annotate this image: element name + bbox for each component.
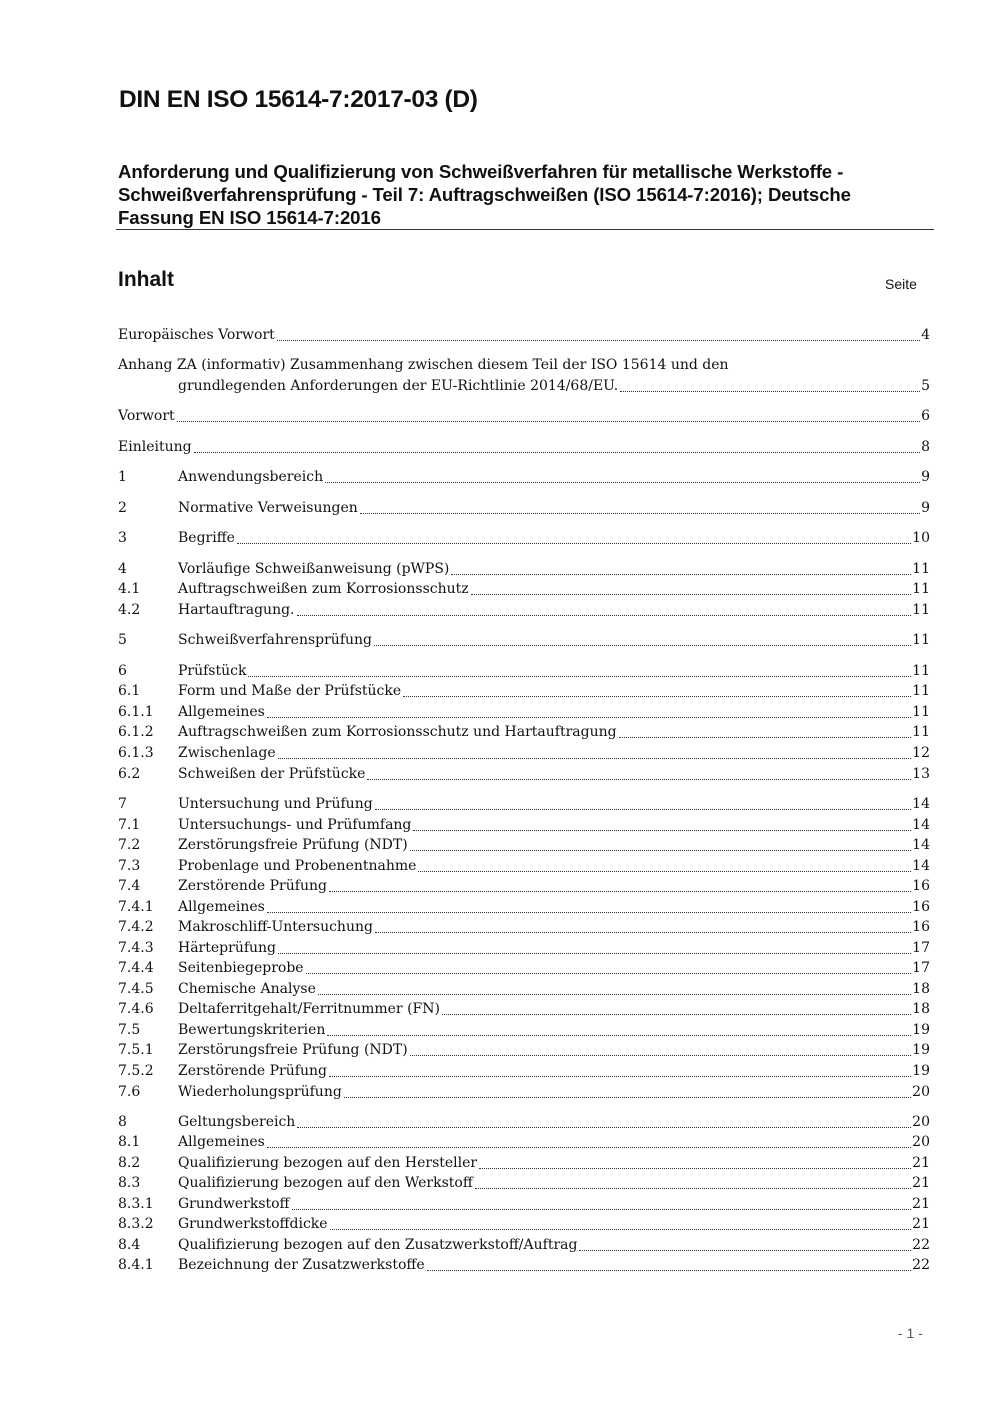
toc-entry[interactable]	[118, 1173, 930, 1194]
toc-entry-page: 14	[912, 817, 930, 833]
toc-entry-title: Europäisches Vorwort	[118, 327, 275, 343]
toc-entry-title: Zerstörungsfreie Prüfung (NDT)	[178, 1042, 408, 1058]
toc-entry-page: 18	[912, 1001, 930, 1017]
toc-dot-leader	[619, 737, 912, 738]
toc-dot-leader	[292, 1209, 912, 1210]
toc-dot-leader	[278, 953, 911, 954]
toc-entry-page: 14	[912, 858, 930, 874]
toc-entry[interactable]	[118, 764, 930, 785]
toc-entry-page: 9	[921, 500, 930, 516]
toc-dot-leader	[451, 574, 911, 575]
subtitle-line: Anforderung und Qualifizierung von Schweißverfahren für metallische Werkstoffe -	[118, 161, 844, 182]
toc-entry-number: 1	[118, 469, 127, 485]
toc-entry-number: 6.1.1	[118, 704, 154, 720]
toc-entry-title: Geltungsbereich	[178, 1114, 296, 1130]
toc-entry-number: 8.3.2	[118, 1216, 154, 1232]
toc-entry-title: Bezeichnung der Zusatzwerkstoffe	[178, 1257, 425, 1273]
toc-entry-title: Allgemeines	[178, 899, 265, 915]
toc-entry[interactable]	[118, 1194, 930, 1215]
toc-entry-number: 6.1.2	[118, 724, 154, 740]
toc-dot-leader	[297, 615, 912, 616]
toc-entry-page: 19	[912, 1022, 930, 1038]
toc-entry-page: 16	[912, 878, 930, 894]
toc-entry[interactable]	[118, 600, 930, 621]
toc-dot-leader	[620, 391, 920, 392]
toc-dot-leader	[297, 1127, 911, 1128]
toc-entry-number: 8.1	[118, 1134, 141, 1150]
toc-dot-leader	[442, 1014, 911, 1015]
toc-dot-leader	[330, 1229, 912, 1230]
toc-dot-leader	[267, 1147, 911, 1148]
toc-entry[interactable]	[118, 528, 930, 549]
toc-entry-title: Qualifizierung bezogen auf den Werkstoff	[178, 1175, 473, 1191]
toc-entry-page: 16	[912, 899, 930, 915]
toc-entry-title: Auftragschweißen zum Korrosionsschutz und Hartauftragung	[178, 724, 617, 740]
toc-entry-title: Prüfstück	[178, 663, 247, 679]
toc-entry[interactable]	[118, 856, 930, 877]
toc-entry-page: 14	[912, 837, 930, 853]
toc-entry-number: 7.1	[118, 817, 141, 833]
toc-entry[interactable]	[118, 498, 930, 519]
toc-dot-leader	[306, 973, 912, 974]
toc-dot-leader	[374, 645, 911, 646]
toc-entry-page: 21	[912, 1216, 930, 1232]
toc-entry-title: Qualifizierung bezogen auf den Zusatzwerkstoff/Auftrag	[178, 1237, 578, 1253]
toc-entry[interactable]	[118, 1153, 930, 1174]
toc-dot-leader	[327, 1035, 911, 1036]
toc-entry-number: 7.6	[118, 1084, 141, 1100]
toc-entry-number: 7.4.1	[118, 899, 154, 915]
toc-entry[interactable]	[118, 1082, 930, 1103]
toc-dot-leader	[367, 779, 911, 780]
toc-entry-title: Hartauftragung.	[178, 602, 295, 618]
toc-entry-page: 20	[912, 1134, 930, 1150]
toc-entry-page: 11	[912, 561, 930, 577]
toc-entry-number: 7	[118, 796, 127, 812]
toc-entry[interactable]	[118, 979, 930, 1000]
toc-dot-leader	[479, 1168, 911, 1169]
toc-entry-number: 7.2	[118, 837, 141, 853]
toc-entry-number: 7.5	[118, 1022, 141, 1038]
toc-entry-number: 6.2	[118, 766, 141, 782]
toc-entry-title: Untersuchung und Prüfung	[178, 796, 373, 812]
toc-dot-leader	[375, 932, 911, 933]
toc-entry-title: Untersuchungs- und Prüfumfang	[178, 817, 412, 833]
footer-page-number: - 1 -	[898, 1325, 923, 1341]
toc-entry[interactable]	[118, 467, 930, 488]
toc-entry-title: Form und Maße der Prüfstücke	[178, 683, 402, 699]
toc-entry[interactable]	[118, 630, 930, 651]
toc-entry-page: 17	[912, 960, 930, 976]
toc-entry-page: 11	[912, 602, 930, 618]
toc-entry[interactable]	[118, 579, 930, 600]
toc-entry-number: 6.1.3	[118, 745, 154, 761]
toc-entry[interactable]	[118, 876, 930, 897]
toc-entry-number: 6.1	[118, 683, 141, 699]
toc-entry-number: 4.2	[118, 602, 141, 618]
toc-entry-page: 16	[912, 919, 930, 935]
toc-dot-leader	[248, 676, 911, 677]
toc-entry-page: 4	[921, 327, 930, 343]
toc-entry-number: 8.3.1	[118, 1196, 154, 1212]
toc-entry-title: Chemische Analyse	[178, 981, 316, 997]
toc-entry-title: Einleitung	[118, 439, 192, 455]
toc-entry-title: Seitenbiegeprobe	[178, 960, 304, 976]
toc-entry-title: Deltaferritgehalt/Ferritnummer (FN)	[178, 1001, 440, 1017]
toc-entry-number: 7.4.4	[118, 960, 154, 976]
toc-entry-number: 7.4.2	[118, 919, 154, 935]
toc-dot-leader	[360, 513, 920, 514]
toc-entry-page: 5	[921, 378, 930, 394]
toc-entry-page: 11	[912, 663, 930, 679]
toc-entry[interactable]	[118, 1020, 930, 1041]
document-title: DIN EN ISO 15614-7:2017-03 (D)	[119, 86, 478, 113]
toc-dot-leader	[410, 850, 911, 851]
toc-dot-leader	[427, 1270, 912, 1271]
toc-entry-page: 8	[921, 439, 930, 455]
toc-entry[interactable]	[118, 743, 930, 764]
toc-entry-page: 6	[921, 408, 930, 424]
toc-entry-page: 19	[912, 1063, 930, 1079]
toc-dot-leader	[267, 912, 911, 913]
toc-entry[interactable]	[118, 835, 930, 856]
toc-entry-title: Begriffe	[178, 530, 235, 546]
toc-dot-leader	[413, 830, 911, 831]
toc-entry[interactable]	[118, 1061, 930, 1082]
toc-entry-page: 21	[912, 1155, 930, 1171]
toc-entry[interactable]	[118, 794, 930, 815]
toc-dot-leader	[329, 1076, 911, 1077]
toc-entry[interactable]	[118, 917, 930, 938]
toc-entry-number: 7.4.3	[118, 940, 154, 956]
toc-entry[interactable]	[118, 325, 930, 346]
title-divider	[116, 229, 934, 230]
toc-entry-page: 22	[912, 1237, 930, 1253]
toc-entry-page: 12	[912, 745, 930, 761]
toc-entry-number: 7.4	[118, 878, 141, 894]
toc-entry[interactable]	[118, 1040, 930, 1061]
toc-entry[interactable]	[118, 355, 930, 376]
toc-entry-page: 17	[912, 940, 930, 956]
toc-entry-number: 7.5.2	[118, 1063, 154, 1079]
toc-entry[interactable]	[118, 1235, 930, 1256]
toc-entry-title: Zerstörende Prüfung	[178, 878, 327, 894]
toc-entry-number: 8.4.1	[118, 1257, 154, 1273]
toc-entry-page: 13	[912, 766, 930, 782]
subtitle-line: Fassung EN ISO 15614-7:2016	[118, 207, 381, 228]
toc-entry-number: 8	[118, 1114, 127, 1130]
toc-entry-title: Grundwerkstoffdicke	[178, 1216, 328, 1232]
toc-dot-leader	[410, 1055, 911, 1056]
toc-entry-title: Allgemeines	[178, 704, 265, 720]
toc-dot-leader	[267, 717, 911, 718]
toc-dot-leader	[344, 1097, 911, 1098]
toc-entry-title: Normative Verweisungen	[178, 500, 358, 516]
toc-entry-title: Allgemeines	[178, 1134, 265, 1150]
toc-dot-leader	[475, 1188, 911, 1189]
toc-dot-leader	[177, 421, 920, 422]
toc-entry-title: Bewertungskriterien	[178, 1022, 326, 1038]
toc-entry-page: 20	[912, 1114, 930, 1130]
toc-entry-number: 8.2	[118, 1155, 141, 1171]
toc-entry-title: Zerstörungsfreie Prüfung (NDT)	[178, 837, 408, 853]
toc-entry-page: 11	[912, 683, 930, 699]
toc-entry-title: Wiederholungsprüfung	[178, 1084, 342, 1100]
toc-entry-number: 7.5.1	[118, 1042, 154, 1058]
toc-entry-page: 18	[912, 981, 930, 997]
toc-entry[interactable]	[118, 1112, 930, 1133]
toc-entry-title: Makroschliff-Untersuchung	[178, 919, 373, 935]
toc-entry-title: Zwischenlage	[178, 745, 276, 761]
toc-entry-title: Härteprüfung	[178, 940, 277, 956]
toc-entry-title: Zerstörende Prüfung	[178, 1063, 327, 1079]
toc-entry[interactable]	[118, 938, 930, 959]
toc-page-column-label: Seite	[885, 276, 917, 292]
toc-entry[interactable]	[118, 406, 930, 427]
toc-entry-title: Auftragschweißen zum Korrosionsschutz	[178, 581, 469, 597]
toc-entry[interactable]	[118, 999, 930, 1020]
toc-dot-leader	[194, 452, 921, 453]
toc-dot-leader	[237, 543, 911, 544]
toc-entry[interactable]	[118, 437, 930, 458]
toc-dot-leader	[277, 340, 920, 341]
toc-entry-number: 7.4.6	[118, 1001, 154, 1017]
toc-entry-number: 4.1	[118, 581, 141, 597]
toc-entry-page: 11	[912, 704, 930, 720]
toc-entry-number: 7.4.5	[118, 981, 154, 997]
toc-entry-title: Anhang ZA (informativ) Zusammenhang zwischen diesem Teil der ISO 15614 und den	[118, 357, 729, 373]
toc-entry[interactable]	[118, 702, 930, 723]
toc-entry-page: 20	[912, 1084, 930, 1100]
toc-dot-leader	[278, 758, 912, 759]
toc-entry-title: Qualifizierung bezogen auf den Hersteller	[178, 1155, 478, 1171]
toc-entry[interactable]	[118, 1255, 930, 1276]
toc-entry[interactable]	[118, 1132, 930, 1153]
toc-entry-page: 21	[912, 1175, 930, 1191]
toc-dot-leader	[318, 994, 911, 995]
toc-entry-number: 3	[118, 530, 127, 546]
toc-entry-title: Vorläufige Schweißanweisung (pWPS)	[178, 561, 450, 577]
toc-entry-number: 8.3	[118, 1175, 141, 1191]
toc-entry-title: Schweißen der Prüfstücke	[178, 766, 366, 782]
toc-entry[interactable]	[118, 958, 930, 979]
toc-entry-title: Grundwerkstoff	[178, 1196, 290, 1212]
toc-entry-page: 11	[912, 581, 930, 597]
toc-entry-number: 4	[118, 561, 127, 577]
toc-entry[interactable]	[118, 1214, 930, 1235]
toc-dot-leader	[329, 891, 911, 892]
toc-entry-page: 11	[912, 632, 930, 648]
toc-dot-leader	[375, 809, 911, 810]
toc-entry[interactable]	[118, 897, 930, 918]
toc-entry[interactable]	[118, 722, 930, 743]
subtitle-line: Schweißverfahrensprüfung - Teil 7: Auftragschweißen (ISO 15614-7:2016); Deutsche	[118, 184, 851, 205]
document-subtitle	[118, 160, 934, 229]
toc-dot-leader	[471, 594, 912, 595]
toc-entry[interactable]	[118, 681, 930, 702]
toc-dot-leader	[403, 696, 911, 697]
toc-entry[interactable]	[118, 815, 930, 836]
toc-entry-title: Schweißverfahrensprüfung	[178, 632, 373, 648]
toc-entry-page: 9	[921, 469, 930, 485]
toc-entry-page: 11	[912, 724, 930, 740]
toc-dot-leader	[418, 871, 911, 872]
toc-entry-number: 6	[118, 663, 127, 679]
toc-dot-leader	[579, 1250, 911, 1251]
toc-entry-title: Vorwort	[118, 408, 175, 424]
toc-entry[interactable]	[178, 376, 930, 397]
toc-entry-page: 22	[912, 1257, 930, 1273]
toc-entry[interactable]	[118, 661, 930, 682]
toc-heading: Inhalt	[118, 268, 174, 291]
toc-entry-title: Anwendungsbereich	[178, 469, 324, 485]
toc-entry-page: 14	[912, 796, 930, 812]
toc-entry[interactable]	[118, 559, 930, 580]
toc-entry-number: 2	[118, 500, 127, 516]
toc-entry-page: 19	[912, 1042, 930, 1058]
toc-entry-page: 10	[912, 530, 930, 546]
toc-entry-number: 7.3	[118, 858, 141, 874]
toc-dot-leader	[325, 482, 920, 483]
toc-entry-number: 8.4	[118, 1237, 141, 1253]
toc-entry-number: 5	[118, 632, 127, 648]
toc-entry-title: Probenlage und Probenentnahme	[178, 858, 417, 874]
toc-entry-title: grundlegenden Anforderungen der EU-Richtlinie 2014/68/EU.	[178, 378, 619, 394]
toc-entry-page: 21	[912, 1196, 930, 1212]
